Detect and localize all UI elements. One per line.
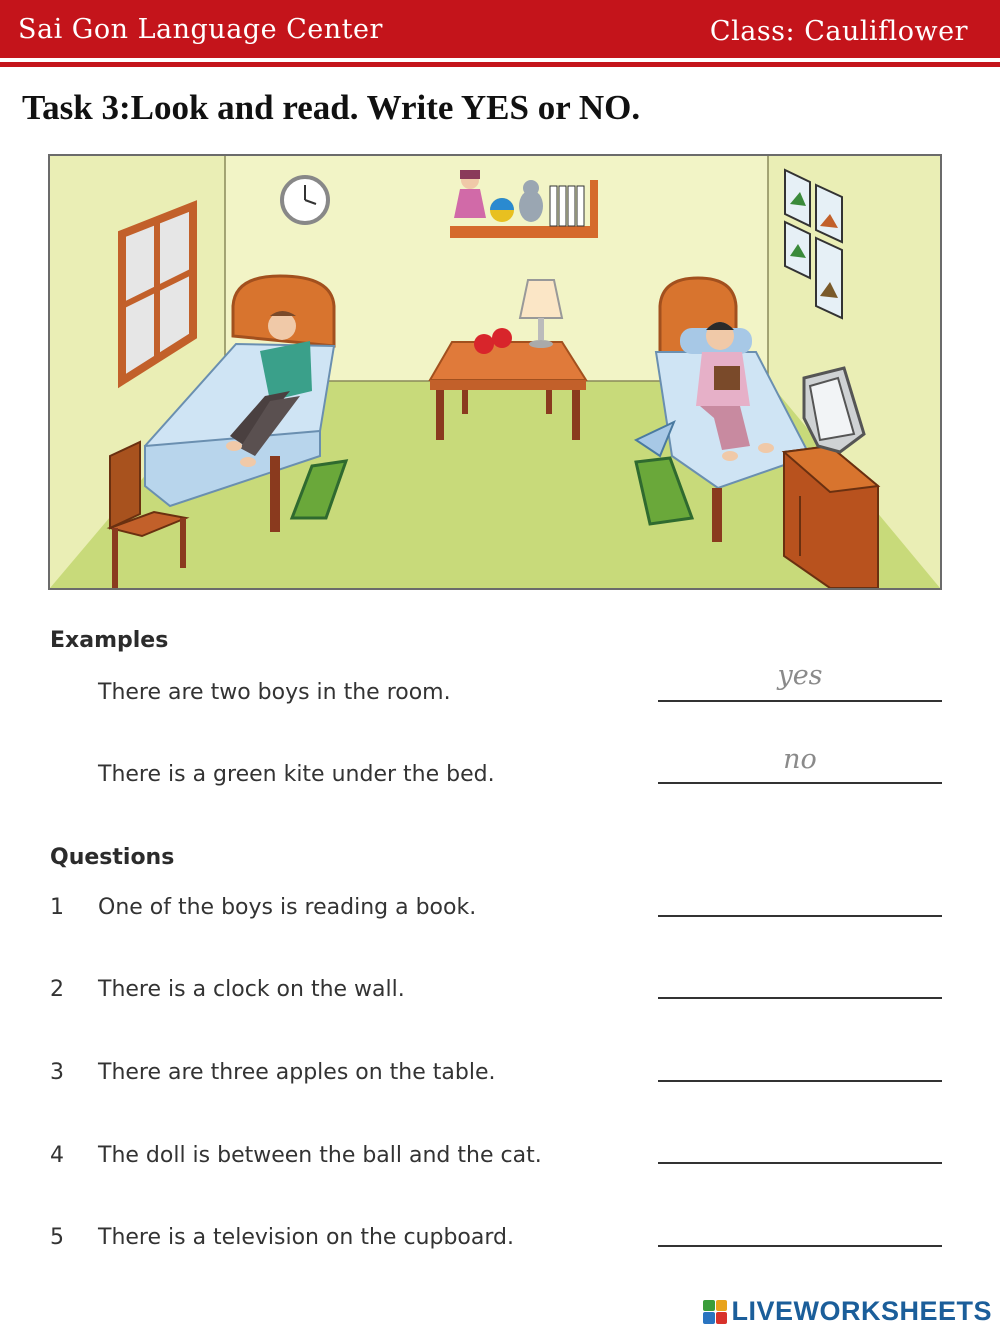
liveworksheets-logo-icon [703, 1300, 727, 1324]
question-4-text: The doll is between the ball and the cat. [98, 1143, 542, 1168]
example-1-answer: yes [777, 660, 823, 691]
question-2-answer-field[interactable] [658, 997, 942, 999]
liveworksheets-brand-name: LIVEWORKSHEETS [731, 1296, 992, 1326]
examples-heading: Examples [50, 628, 169, 653]
logo-tile-blue [703, 1312, 715, 1324]
header-bar [0, 0, 1000, 58]
wall-clock [282, 177, 328, 223]
class-label: Class: Cauliflower [709, 16, 968, 47]
logo-tile-red [716, 1312, 728, 1324]
example-2-text: There is a green kite under the bed. [98, 762, 495, 787]
question-3-number: 3 [50, 1060, 64, 1085]
question-1-answer-field[interactable] [658, 915, 942, 917]
question-1-number: 1 [50, 895, 64, 920]
questions-heading: Questions [50, 845, 175, 870]
example-1-answer-line [658, 700, 942, 702]
question-3-answer-field[interactable] [658, 1080, 942, 1082]
example-2-answer: no [783, 744, 817, 775]
question-5-number: 5 [50, 1225, 64, 1250]
question-4-answer-field[interactable] [658, 1162, 942, 1164]
bedroom-illustration [48, 154, 942, 590]
question-1-text: One of the boys is reading a book. [98, 895, 477, 920]
question-4-number: 4 [50, 1143, 64, 1168]
task-title: Task 3:Look and read. Write YES or NO. [22, 88, 641, 127]
question-2-number: 2 [50, 977, 64, 1002]
liveworksheets-brand [703, 1296, 992, 1327]
question-5-answer-field[interactable] [658, 1245, 942, 1247]
logo-tile-orange [716, 1300, 728, 1312]
example-1-text: There are two boys in the room. [98, 680, 451, 705]
question-2-text: There is a clock on the wall. [98, 977, 405, 1002]
center-name: Sai Gon Language Center [18, 14, 383, 45]
logo-tile-green [703, 1300, 715, 1312]
header-divider [0, 62, 1000, 67]
question-5-text: There is a television on the cupboard. [98, 1225, 514, 1250]
example-2-answer-line [658, 782, 942, 784]
question-3-text: There are three apples on the table. [98, 1060, 496, 1085]
